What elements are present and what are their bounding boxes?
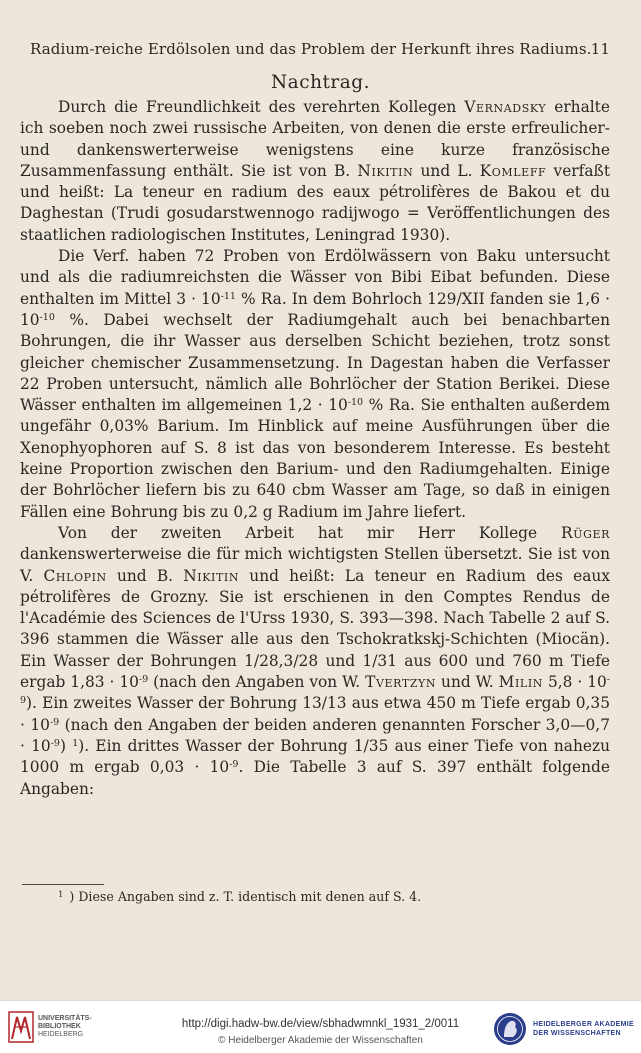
- author-name: Nikitin: [357, 161, 414, 180]
- exponent: -11: [220, 290, 236, 302]
- paragraph-2: Die Verf. haben 72 Proben von Erdölwässern von Baku untersucht und als die radiumreichsten die Wässer von Bibi Eibat befunden. Diese enthalten im Mittel $3 \cdot 10^{-11}$ % Ra. In dem Bohrloch 129/XII fanden sie $1,6 \cdot 10^{-10}$ %. Dabei wechselt der Radiumgehalt auch bei benachbarten Bohrungen, die ihr Wasser aus derselben Schicht beziehen, trotz sonst gleicher chemischer Zusammensetzung. In Dagestan haben die Verfasser 22 Proben untersucht, nämlich alle Bohrlöcher der Station Berikei. Diese Wässer enthalten im allgemeinen $1,2 \cdot 10^{-10}$ % Ra. Sie enthalten außerdem ungefähr 0,03% Barium. Im Hinblick auf meine Ausführungen über die Xenophyophoren auf S. 8 ist das von besonderem Interesse. Es besteht keine Proportion zwischen den Barium- und den Radiumgehalten. Einige der Bohrlöcher liefern bis zu 640 cbm Wasser am Tage, so daß in einigen Fällen eine Bohrung bis zu 0,2 g Radium im Jahre liefert.: [20, 247, 610, 521]
- section-title: Nachtrag.: [270, 72, 371, 93]
- footnote-marker: 1: [58, 890, 64, 900]
- viewer-footer: [0, 1000, 641, 1053]
- author-name: Chlopin: [43, 566, 107, 585]
- academy-seal-icon: [493, 1012, 527, 1046]
- exponent: -9: [50, 737, 60, 749]
- permalink-url[interactable]: http://digi.hadw-bw.de/view/sbhadwmnkl_1931_2/0011: [181, 1018, 460, 1030]
- exponent: -9: [20, 674, 610, 707]
- footnote: [58, 889, 598, 904]
- exponent: -9: [49, 716, 60, 728]
- exponent: -9: [138, 674, 149, 686]
- exponent: -10: [347, 397, 364, 409]
- exponent: -9: [229, 759, 239, 771]
- running-title: Radium-reiche Erdölsolen und das Problem der Herkunft ihres Radiums.: [30, 40, 592, 58]
- footnote-ref: 1: [72, 737, 79, 749]
- author-name: Vernadsky: [464, 98, 547, 116]
- author-name: Komleff: [479, 161, 547, 180]
- page-number: 11: [590, 40, 610, 58]
- exponent: -10: [39, 311, 55, 323]
- author-name: Rüger: [561, 523, 610, 542]
- copyright-notice: © Heidelberger Akademie der Wissenschaften: [218, 1035, 423, 1046]
- author-name: Milin: [498, 673, 544, 692]
- footnote-rule: [22, 884, 104, 885]
- university-library-label: UNIVERSITÄTS- BIBLIOTHEK HEIDELBERG: [38, 1015, 92, 1038]
- author-name: Tvertzyn: [365, 673, 437, 692]
- paragraph-1: Durch die Freundlichkeit des verehrten Kollegen Vernadsky erhalte ich soeben noch zwei russische Arbeiten, von denen die erste erfreulicher- und dankenswerterweise wenigstens eine kurze französische Zusammenfassung enthält. Sie ist von B. Nikitin und L. Komleff verfaßt und heißt: La teneur en radium des eaux pétrolifères de Bakou et du Daghestan (Trudi gosudarstwennogo radijwogo = Veröffentlichungen des staatlichen radiologischen Institutes, Leningrad 1930).: [20, 98, 610, 244]
- running-head: [30, 40, 610, 58]
- author-name: Nikitin: [183, 566, 240, 585]
- footnote-text: ) Diese Angaben sind z. T. identisch mit denen auf S. 4.: [69, 889, 422, 904]
- body-text: [20, 97, 610, 800]
- academy-label: HEIDELBERGER AKADEMIE DER WISSENSCHAFTEN: [533, 1021, 634, 1037]
- paragraph-3: Von der zweiten Arbeit hat mir Herr Kollege Rüger dankenswerterweise die für mich wichtigsten Stellen übersetzt. Sie ist von V. Chlopin und B. Nikitin und heißt: La teneur en Radium des eaux pétrolifères de Grozny. Sie ist erschienen in den Comptes Rendus de l'Académie des Sciences de l'Urss 1930, S. 393—398. Nach Tabelle 2 auf S. 396 stammen die Wässer alle aus den Tschokratkskj-Schichten (Miocän). Ein Wasser der Bohrungen 1/28,3/28 und 1/31 aus 600 und 760 m Tiefe ergab $1,83 \cdot 10^{-9}$ (nach den Angaben von W. Tvertzyn und W. Milin $5,8 \cdot 10^{-9}$). Ein zweites Wasser der Bohrung 13/13 aus etwa 450 m Tiefe ergab $0,35 \cdot 10^{-9}$ (nach den Angaben der beiden anderen genannten Forscher 3,0—0,7 · $10^{-9}$) $^1$). Ein drittes Wasser der Bohrung 1/35 aus einer Tiefe von nahezu 1000 m ergab $0,03 \cdot 10^{-9}$. Die Tabelle 3 auf S. 397 enthält folgende Angaben:: [20, 523, 610, 798]
